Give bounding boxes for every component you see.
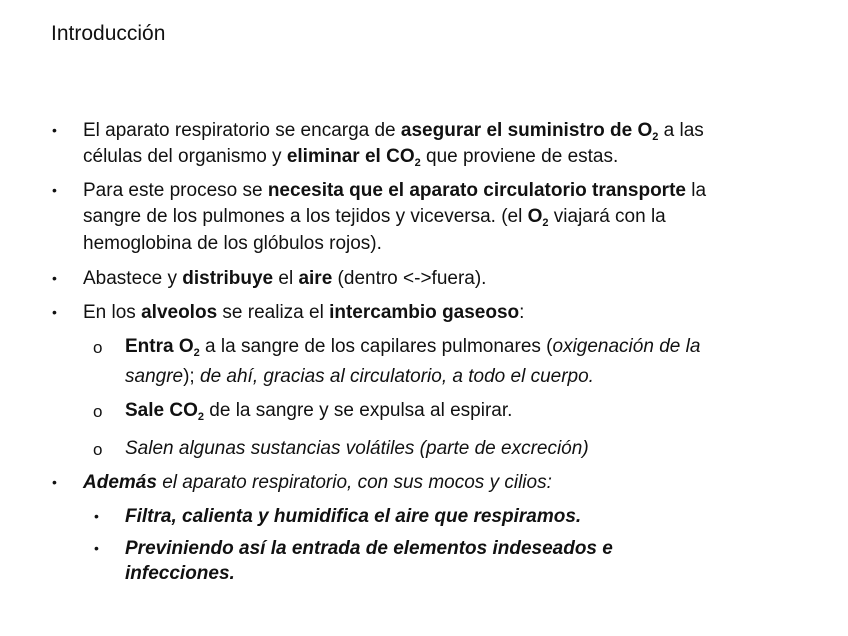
bullet-5: Además el aparato respiratorio, con sus mocos y cilios: — [83, 472, 552, 493]
bullet-2-line-3: hemoglobina de los glóbulos rojos). — [83, 233, 382, 254]
sub-bullet-marker: o — [93, 338, 103, 357]
bullet-2-line-2: sangre de los pulmones a los tejidos y viceversa. (el $O_2$ viajará con la — [83, 206, 666, 229]
sub-bullet-4: Filtra, calienta y humidifica el aire que respiramos. — [125, 506, 582, 527]
bullet-3: Abastece y distribuye el aire (dentro <->fuera). — [83, 268, 487, 289]
bullet-1-line-2: células del organismo y eliminar el $CO_2$ que proviene de estas. — [83, 146, 619, 169]
bullet-1-line-1: El aparato respiratorio se encarga de asegurar el suministro de $O_2$ a las — [83, 120, 704, 143]
bullet-marker: • — [94, 540, 99, 556]
bullet-marker: • — [52, 182, 57, 198]
bullet-marker: • — [52, 270, 57, 286]
bullet-marker: • — [52, 122, 57, 138]
sub-bullet-5-line-2: infecciones. — [125, 563, 235, 584]
bullet-2-line-1: Para este proceso se necesita que el aparato circulatorio transporte la — [83, 180, 707, 201]
bullet-marker: • — [52, 304, 57, 320]
sub-bullet-2: Sale $CO_2$ de la sangre y se expulsa al espirar. — [125, 400, 513, 423]
sub-bullet-marker: o — [93, 440, 103, 459]
slide-title: Introducción — [51, 22, 166, 45]
bullet-marker: • — [52, 474, 57, 490]
sub-bullet-3: Salen algunas sustancias volátiles (parte de excreción) — [125, 438, 589, 459]
bullet-marker: • — [94, 508, 99, 524]
sub-bullet-5-line-1: Previniendo así la entrada de elementos indeseados e — [125, 538, 613, 559]
sub-bullet-1-line-2: sangre); de ahí, gracias al circulatorio, a todo el cuerpo. — [125, 366, 594, 387]
sub-bullet-marker: o — [93, 402, 103, 421]
sub-bullet-1-line-1: Entra $O_2$ a la sangre de los capilares pulmonares (oxigenación de la — [125, 336, 701, 359]
bullet-4: En los alveolos se realiza el intercambio gaseoso: — [83, 302, 525, 323]
